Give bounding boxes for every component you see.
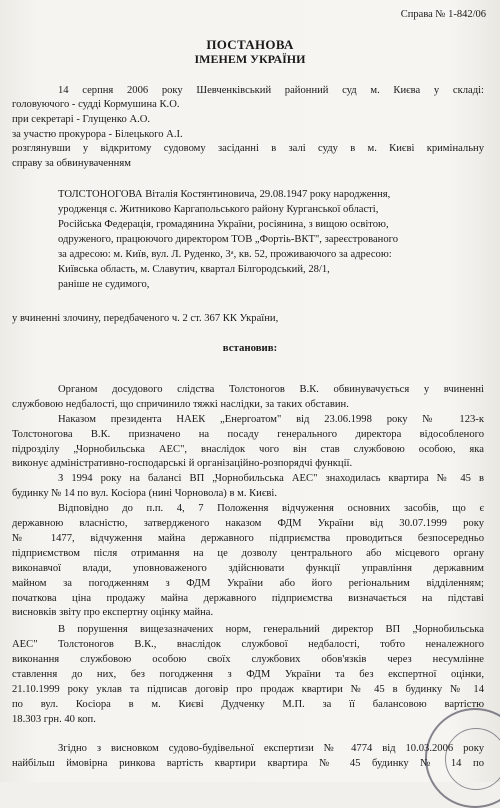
intro-line: головуючого - судді Кормушина К.О. bbox=[12, 99, 180, 110]
intro-line: справу за обвинуваченням bbox=[12, 158, 131, 169]
court-stamp bbox=[425, 708, 500, 808]
body-line: виконання службовою особою своїх службових обов'язків через несумлінне bbox=[12, 654, 484, 665]
body-line: АЕС" Толстоногов В.К., внаслідок службової недбалості, тобто неналежного bbox=[12, 639, 484, 650]
body-line: державною власністю, затвердженого наказом ФДМ України від 30.07.1999 року bbox=[12, 518, 484, 529]
body-line: підприємством після отримання на це дозволу центрального або місцевого органу bbox=[12, 548, 484, 559]
body-line: майном за погодженням з ФДМ України або його регіональним відділенням; bbox=[12, 578, 484, 589]
intro-line: за участю прокурора - Білецького А.І. bbox=[12, 129, 183, 140]
body-line: службовою недбалості, що спричинило тяжкі наслідки, за таких обставин. bbox=[12, 399, 349, 410]
body-line: Відповідно до п.п. 4, 7 Положення відчуження основних засобів, що є bbox=[58, 503, 484, 514]
body-line: найбільш ймовірна ринкова вартість квартири квартира № 45 будинку № 14 по bbox=[12, 758, 484, 769]
intro-line: 14 серпня 2006 року Шевченківський районний суд м. Києва у складі: bbox=[58, 85, 484, 96]
body-line: 18.303 грн. 40 коп. bbox=[12, 714, 96, 725]
body-line: Органом досудового слідства Толстоногов В.К. обвинувачується у вчиненні bbox=[58, 384, 484, 395]
case-number: Справа № 1-842/06 bbox=[400, 9, 486, 20]
defendant-line: за адресою: м. Київ, вул. Л. Руденко, 3ᵃ, кв. 52, проживаючого за адресою: bbox=[58, 249, 392, 260]
defendant-line: ТОЛСТОНОГОВА Віталія Костянтиновича, 29.08.1947 року народження, bbox=[58, 189, 391, 200]
body-line: № 1477, відчуження майна державного підприємства проводиться безпосередньо bbox=[12, 533, 484, 544]
body-line: по вул. Косіора в м. Києві Дудченку М.П. за її балансовою вартістю bbox=[12, 699, 484, 710]
body-line: Згідно з висновком судово-будівельної експертизи № 4774 від 10.03.2006 року bbox=[58, 743, 484, 754]
defendant-line: раніше не судимого, bbox=[58, 279, 150, 290]
document-subtitle: ІМЕНЕМ УКРАЇНИ bbox=[194, 52, 306, 66]
defendant-line: Київська область, м. Славутич, квартал Білгородський, 28/1, bbox=[58, 264, 330, 275]
body-line: виконує адміністративно-господарські й організаційно-розпорядчі функції. bbox=[12, 458, 353, 469]
defendant-line: одруженого, працюючого директором ТОВ „Фортіь-ВКТ", зареєстрованого bbox=[58, 234, 399, 245]
body-line: підрозділу „Чорнобильська АЕС", внаслідок чого він став службовою особою, яка bbox=[12, 444, 484, 455]
intro-line: розглянувши у відкритому судовому засіданні в залі суду в м. Києві кримінальну bbox=[12, 143, 484, 154]
stamp-inner-ring bbox=[445, 728, 500, 790]
body-line: 21.10.1999 року уклав та підписав договір про продаж квартири № 45 в будинку № 14 bbox=[12, 684, 484, 695]
intro-line: при секретарі - Глущенко А.О. bbox=[12, 114, 151, 125]
body-line: виконавчої влади, уповноваженого здійснювати функції управління державним bbox=[12, 563, 484, 574]
defendant-line: уродженця с. Житниково Каргапольського району Курганської області, bbox=[58, 204, 379, 215]
body-line: З 1994 року на балансі ВП „Чорнобильська АЕС" знаходилась квартира № 45 в bbox=[58, 473, 484, 484]
defendant-line: Російська Федерація, громадянина України, росіянина, з вищою освітою, bbox=[58, 219, 389, 230]
body-line: В порушення вищезазначених норм, генеральний директор ВП „Чорнобильська bbox=[58, 624, 484, 635]
charge-line: у вчиненні злочину, передбаченого ч. 2 ст. 367 КК України, bbox=[12, 313, 279, 324]
body-line: висновків звіту про експертну оцінку майна. bbox=[12, 607, 214, 618]
body-line: ставлення до них, без погодження з ФДМ України та без експертної оцінки, bbox=[12, 669, 484, 680]
document-title: ПОСТАНОВА bbox=[206, 37, 294, 52]
body-line: будинку № 14 по вул. Косіора (нині Чорновола) в м. Києві. bbox=[12, 488, 277, 499]
body-line: початкова ціна продажу майна державного підприємства визначається на підставі bbox=[12, 593, 484, 604]
body-line: Наказом президента НАЕК „Енергоатом" від 23.06.1998 року № 123-к bbox=[58, 414, 484, 425]
establish-heading: встановив: bbox=[222, 342, 278, 354]
body-line: Толстоногова В.К. призначено на посаду генерального директора відособленого bbox=[12, 429, 484, 440]
